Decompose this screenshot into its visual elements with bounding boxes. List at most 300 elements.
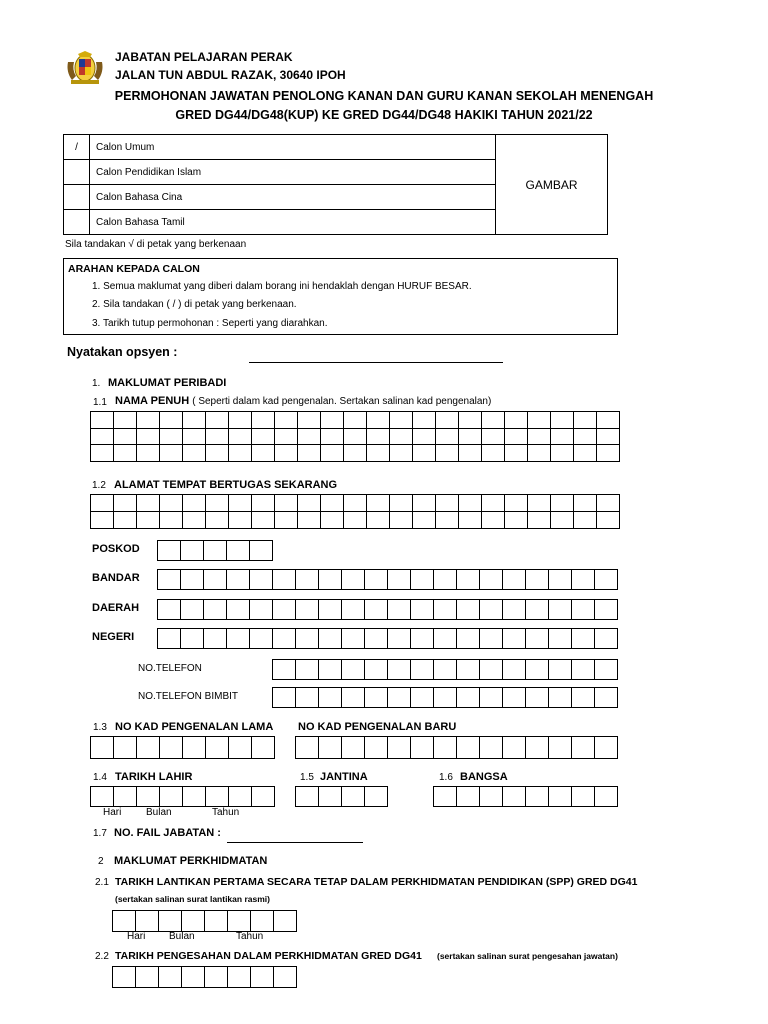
input-cell[interactable] — [228, 967, 251, 988]
input-cell[interactable] — [595, 688, 618, 708]
input-cell[interactable] — [436, 512, 459, 529]
input-cell[interactable] — [503, 688, 526, 708]
input-cell[interactable] — [413, 412, 436, 429]
input-cell[interactable] — [182, 911, 205, 932]
input-cell[interactable] — [91, 787, 114, 807]
input-cell[interactable] — [319, 688, 342, 708]
input-cell[interactable] — [114, 737, 137, 759]
category-checkbox[interactable] — [64, 185, 90, 210]
input-cell[interactable] — [275, 412, 298, 429]
input-cell[interactable] — [436, 429, 459, 446]
input-cell[interactable] — [482, 412, 505, 429]
input-cell[interactable] — [572, 600, 595, 620]
input-cell[interactable] — [160, 445, 183, 462]
input-cell[interactable] — [388, 688, 411, 708]
input-cell[interactable] — [574, 429, 597, 446]
input-cell[interactable] — [113, 911, 136, 932]
input-cell[interactable] — [342, 787, 365, 807]
input-cell[interactable] — [413, 445, 436, 462]
input-cell[interactable] — [227, 541, 250, 561]
input-cell[interactable] — [434, 629, 457, 649]
input-cell[interactable] — [482, 445, 505, 462]
input-cell[interactable] — [229, 787, 252, 807]
input-cell[interactable] — [250, 629, 273, 649]
input-cell[interactable] — [482, 512, 505, 529]
input-cell[interactable] — [229, 495, 252, 512]
input-cell[interactable] — [137, 412, 160, 429]
input-cell[interactable] — [365, 600, 388, 620]
state-grid[interactable] — [157, 628, 618, 649]
district-grid[interactable] — [157, 599, 618, 620]
input-cell[interactable] — [206, 787, 229, 807]
input-cell[interactable] — [551, 445, 574, 462]
input-cell[interactable] — [298, 412, 321, 429]
input-cell[interactable] — [159, 967, 182, 988]
input-cell[interactable] — [411, 600, 434, 620]
input-cell[interactable] — [457, 600, 480, 620]
input-cell[interactable] — [480, 787, 503, 807]
input-cell[interactable] — [595, 787, 618, 807]
input-cell[interactable] — [160, 787, 183, 807]
input-cell[interactable] — [321, 512, 344, 529]
input-cell[interactable] — [296, 787, 319, 807]
input-cell[interactable] — [160, 512, 183, 529]
department-address: JALAN TUN ABDUL RAZAK, 30640 IPOH — [115, 68, 346, 82]
input-cell[interactable] — [227, 600, 250, 620]
category-checkbox[interactable] — [64, 160, 90, 185]
input-cell[interactable] — [321, 429, 344, 446]
input-cell[interactable] — [434, 570, 457, 590]
new-ic-grid[interactable] — [295, 736, 618, 759]
input-cell[interactable] — [413, 495, 436, 512]
input-cell[interactable] — [205, 911, 228, 932]
input-cell[interactable] — [183, 429, 206, 446]
input-cell[interactable] — [137, 445, 160, 462]
input-cell[interactable] — [274, 967, 297, 988]
input-cell[interactable] — [503, 629, 526, 649]
input-cell[interactable] — [595, 600, 618, 620]
input-cell[interactable] — [551, 495, 574, 512]
appointment-date-grid[interactable] — [112, 910, 297, 932]
input-cell[interactable] — [91, 412, 114, 429]
input-cell[interactable] — [388, 570, 411, 590]
input-cell[interactable] — [526, 660, 549, 680]
input-cell[interactable] — [597, 512, 620, 529]
input-cell[interactable] — [434, 660, 457, 680]
city-label: BANDAR — [92, 572, 140, 584]
input-cell[interactable] — [321, 412, 344, 429]
input-cell[interactable] — [528, 495, 551, 512]
input-cell[interactable] — [252, 512, 275, 529]
input-cell[interactable] — [505, 429, 528, 446]
input-cell[interactable] — [365, 629, 388, 649]
address-grid[interactable] — [90, 494, 620, 529]
input-cell[interactable] — [158, 541, 181, 561]
input-cell[interactable] — [434, 688, 457, 708]
input-cell[interactable] — [319, 737, 342, 759]
input-cell[interactable] — [158, 570, 181, 590]
input-cell[interactable] — [367, 495, 390, 512]
input-cell[interactable] — [342, 737, 365, 759]
input-cell[interactable] — [482, 429, 505, 446]
input-cell[interactable] — [549, 660, 572, 680]
input-cell[interactable] — [275, 445, 298, 462]
input-cell[interactable] — [572, 688, 595, 708]
input-cell[interactable] — [229, 445, 252, 462]
input-cell[interactable] — [342, 570, 365, 590]
input-cell[interactable] — [344, 445, 367, 462]
input-cell[interactable] — [505, 512, 528, 529]
input-cell[interactable] — [319, 600, 342, 620]
input-cell[interactable] — [91, 512, 114, 529]
phone-grid[interactable] — [272, 659, 618, 680]
input-cell[interactable] — [136, 911, 159, 932]
input-cell[interactable] — [298, 445, 321, 462]
input-cell[interactable] — [572, 570, 595, 590]
input-cell[interactable] — [275, 429, 298, 446]
input-cell[interactable] — [296, 570, 319, 590]
input-cell[interactable] — [528, 445, 551, 462]
input-cell[interactable] — [137, 495, 160, 512]
input-cell[interactable] — [137, 787, 160, 807]
input-cell[interactable] — [482, 495, 505, 512]
input-cell[interactable] — [251, 967, 274, 988]
input-cell[interactable] — [183, 412, 206, 429]
input-cell[interactable] — [436, 445, 459, 462]
input-cell[interactable] — [526, 570, 549, 590]
input-cell[interactable] — [298, 429, 321, 446]
input-cell[interactable] — [181, 600, 204, 620]
input-cell[interactable] — [574, 512, 597, 529]
input-cell[interactable] — [480, 629, 503, 649]
input-cell[interactable] — [296, 688, 319, 708]
old-ic-grid[interactable] — [90, 736, 275, 759]
input-cell[interactable] — [252, 429, 275, 446]
input-cell[interactable] — [434, 600, 457, 620]
input-cell[interactable] — [321, 495, 344, 512]
category-checkbox[interactable]: / — [64, 135, 90, 160]
input-cell[interactable] — [365, 737, 388, 759]
input-cell[interactable] — [91, 445, 114, 462]
input-cell[interactable] — [549, 629, 572, 649]
input-cell[interactable] — [459, 445, 482, 462]
input-cell[interactable] — [595, 660, 618, 680]
input-cell[interactable] — [457, 787, 480, 807]
input-cell[interactable] — [137, 512, 160, 529]
section-number: 1. — [92, 378, 101, 389]
input-cell[interactable] — [457, 629, 480, 649]
input-cell[interactable] — [411, 737, 434, 759]
input-cell[interactable] — [250, 541, 273, 561]
input-cell[interactable] — [365, 688, 388, 708]
input-cell[interactable] — [181, 629, 204, 649]
input-cell[interactable] — [457, 660, 480, 680]
input-cell[interactable] — [321, 445, 344, 462]
input-cell[interactable] — [572, 737, 595, 759]
input-cell[interactable] — [480, 660, 503, 680]
input-cell[interactable] — [114, 429, 137, 446]
input-cell[interactable] — [388, 660, 411, 680]
input-cell[interactable] — [204, 600, 227, 620]
input-cell[interactable] — [459, 512, 482, 529]
input-cell[interactable] — [365, 570, 388, 590]
input-cell[interactable] — [597, 495, 620, 512]
input-cell[interactable] — [574, 495, 597, 512]
input-cell[interactable] — [526, 600, 549, 620]
candidate-category-table — [63, 134, 608, 235]
input-cell[interactable] — [595, 629, 618, 649]
input-cell[interactable] — [503, 737, 526, 759]
input-cell[interactable] — [251, 911, 274, 932]
input-cell[interactable] — [551, 512, 574, 529]
input-cell[interactable] — [459, 429, 482, 446]
input-cell[interactable] — [505, 495, 528, 512]
input-cell[interactable] — [388, 600, 411, 620]
input-cell[interactable] — [274, 911, 297, 932]
input-cell[interactable] — [204, 570, 227, 590]
input-cell[interactable] — [411, 660, 434, 680]
input-cell[interactable] — [436, 412, 459, 429]
input-cell[interactable] — [181, 570, 204, 590]
input-cell[interactable] — [503, 600, 526, 620]
input-cell[interactable] — [551, 412, 574, 429]
input-cell[interactable] — [183, 495, 206, 512]
input-cell[interactable] — [344, 512, 367, 529]
input-cell[interactable] — [526, 737, 549, 759]
input-cell[interactable] — [342, 629, 365, 649]
input-cell[interactable] — [413, 512, 436, 529]
race-label: BANGSA — [460, 771, 508, 783]
input-cell[interactable] — [319, 660, 342, 680]
input-cell[interactable] — [597, 429, 620, 446]
input-cell[interactable] — [206, 737, 229, 759]
input-cell[interactable] — [182, 967, 205, 988]
postcode-grid[interactable] — [157, 540, 273, 561]
input-cell[interactable] — [390, 445, 413, 462]
input-cell[interactable] — [411, 570, 434, 590]
option-input-line[interactable] — [249, 362, 503, 363]
input-cell[interactable] — [228, 911, 251, 932]
input-cell[interactable] — [388, 629, 411, 649]
input-cell[interactable] — [505, 412, 528, 429]
input-cell[interactable] — [229, 512, 252, 529]
input-cell[interactable] — [273, 660, 296, 680]
input-cell[interactable] — [252, 495, 275, 512]
input-cell[interactable] — [574, 412, 597, 429]
input-cell[interactable] — [114, 495, 137, 512]
input-cell[interactable] — [206, 412, 229, 429]
input-cell[interactable] — [480, 600, 503, 620]
input-cell[interactable] — [595, 737, 618, 759]
input-cell[interactable] — [457, 737, 480, 759]
input-cell[interactable] — [229, 429, 252, 446]
input-cell[interactable] — [227, 629, 250, 649]
input-cell[interactable] — [390, 412, 413, 429]
input-cell[interactable] — [114, 787, 137, 807]
input-cell[interactable] — [252, 412, 275, 429]
input-cell[interactable] — [549, 787, 572, 807]
input-cell[interactable] — [480, 737, 503, 759]
input-cell[interactable] — [528, 512, 551, 529]
input-cell[interactable] — [183, 512, 206, 529]
input-cell[interactable] — [91, 429, 114, 446]
input-cell[interactable] — [342, 600, 365, 620]
birth-date-grid[interactable] — [90, 786, 275, 807]
input-cell[interactable] — [206, 429, 229, 446]
input-cell[interactable] — [390, 429, 413, 446]
input-cell[interactable] — [344, 412, 367, 429]
input-cell[interactable] — [205, 967, 228, 988]
input-cell[interactable] — [365, 787, 388, 807]
input-cell[interactable] — [159, 911, 182, 932]
input-cell[interactable] — [390, 495, 413, 512]
form-title-line1: PERMOHONAN JAWATAN PENOLONG KANAN DAN GURU KANAN SEKOLAH MENENGAH — [114, 89, 654, 103]
input-cell[interactable] — [250, 570, 273, 590]
input-cell[interactable] — [597, 445, 620, 462]
input-cell[interactable] — [296, 600, 319, 620]
input-cell[interactable] — [342, 688, 365, 708]
input-cell[interactable] — [273, 629, 296, 649]
input-cell[interactable] — [549, 570, 572, 590]
input-cell[interactable] — [206, 512, 229, 529]
input-cell[interactable] — [549, 600, 572, 620]
input-cell[interactable] — [574, 445, 597, 462]
input-cell[interactable] — [388, 737, 411, 759]
input-cell[interactable] — [275, 512, 298, 529]
input-cell[interactable] — [434, 737, 457, 759]
input-cell[interactable] — [390, 512, 413, 529]
input-cell[interactable] — [91, 737, 114, 759]
input-cell[interactable] — [252, 737, 275, 759]
input-cell[interactable] — [344, 495, 367, 512]
input-cell[interactable] — [459, 412, 482, 429]
input-cell[interactable] — [252, 787, 275, 807]
input-cell[interactable] — [434, 787, 457, 807]
race-grid[interactable] — [433, 786, 618, 807]
input-cell[interactable] — [160, 495, 183, 512]
category-checkbox[interactable] — [64, 210, 90, 235]
input-cell[interactable] — [296, 660, 319, 680]
confirmation-date-grid[interactable] — [112, 966, 297, 988]
input-cell[interactable] — [367, 512, 390, 529]
input-cell[interactable] — [183, 787, 206, 807]
input-cell[interactable] — [526, 688, 549, 708]
input-cell[interactable] — [319, 787, 342, 807]
input-cell[interactable] — [204, 629, 227, 649]
file-number-input-line[interactable] — [227, 842, 363, 843]
mobile-phone-grid[interactable] — [272, 687, 618, 708]
input-cell[interactable] — [572, 629, 595, 649]
input-cell[interactable] — [206, 445, 229, 462]
input-cell[interactable] — [275, 495, 298, 512]
input-cell[interactable] — [597, 412, 620, 429]
input-cell[interactable] — [528, 412, 551, 429]
input-cell[interactable] — [298, 495, 321, 512]
input-cell[interactable] — [503, 570, 526, 590]
input-cell[interactable] — [183, 445, 206, 462]
input-cell[interactable] — [526, 629, 549, 649]
input-cell[interactable] — [273, 600, 296, 620]
input-cell[interactable] — [411, 688, 434, 708]
name-note: ( Seperti dalam kad pengenalan. Sertakan salinan kad pengenalan) — [192, 396, 492, 407]
input-cell[interactable] — [436, 495, 459, 512]
input-cell[interactable] — [365, 660, 388, 680]
input-cell[interactable] — [457, 688, 480, 708]
input-cell[interactable] — [229, 737, 252, 759]
category-label: Calon Bahasa Tamil — [90, 210, 496, 235]
input-cell[interactable] — [551, 429, 574, 446]
input-cell[interactable] — [572, 660, 595, 680]
input-cell[interactable] — [505, 445, 528, 462]
input-cell[interactable] — [367, 412, 390, 429]
input-cell[interactable] — [480, 570, 503, 590]
input-cell[interactable] — [91, 495, 114, 512]
input-cell[interactable] — [503, 787, 526, 807]
city-grid[interactable] — [157, 569, 618, 590]
input-cell[interactable] — [344, 429, 367, 446]
input-cell[interactable] — [183, 737, 206, 759]
input-cell[interactable] — [227, 570, 250, 590]
input-cell[interactable] — [158, 629, 181, 649]
input-cell[interactable] — [367, 445, 390, 462]
input-cell[interactable] — [342, 660, 365, 680]
input-cell[interactable] — [204, 541, 227, 561]
input-cell[interactable] — [298, 512, 321, 529]
input-cell[interactable] — [229, 412, 252, 429]
input-cell[interactable] — [459, 495, 482, 512]
gender-grid[interactable] — [295, 786, 388, 807]
input-cell[interactable] — [549, 737, 572, 759]
input-cell[interactable] — [160, 737, 183, 759]
input-cell[interactable] — [528, 429, 551, 446]
input-cell[interactable] — [319, 629, 342, 649]
input-cell[interactable] — [526, 787, 549, 807]
input-cell[interactable] — [136, 967, 159, 988]
input-cell[interactable] — [367, 429, 390, 446]
full-name-grid[interactable] — [90, 411, 620, 462]
input-cell[interactable] — [413, 429, 436, 446]
input-cell[interactable] — [273, 570, 296, 590]
input-cell[interactable] — [252, 445, 275, 462]
input-cell[interactable] — [457, 570, 480, 590]
month-label: Bulan — [169, 931, 195, 942]
input-cell[interactable] — [595, 570, 618, 590]
input-cell[interactable] — [158, 600, 181, 620]
input-cell[interactable] — [503, 660, 526, 680]
input-cell[interactable] — [411, 629, 434, 649]
input-cell[interactable] — [113, 967, 136, 988]
input-cell[interactable] — [137, 429, 160, 446]
input-cell[interactable] — [181, 541, 204, 561]
input-cell[interactable] — [160, 429, 183, 446]
section-title: MAKLUMAT PERIBADI — [108, 377, 227, 389]
input-cell[interactable] — [549, 688, 572, 708]
input-cell[interactable] — [160, 412, 183, 429]
input-cell[interactable] — [250, 600, 273, 620]
input-cell[interactable] — [296, 629, 319, 649]
input-cell[interactable] — [206, 495, 229, 512]
input-cell[interactable] — [480, 688, 503, 708]
input-cell[interactable] — [296, 737, 319, 759]
old-ic-label: NO KAD PENGENALAN LAMA — [115, 721, 274, 733]
input-cell[interactable] — [114, 445, 137, 462]
input-cell[interactable] — [114, 412, 137, 429]
input-cell[interactable] — [114, 512, 137, 529]
input-cell[interactable] — [137, 737, 160, 759]
input-cell[interactable] — [273, 688, 296, 708]
input-cell[interactable] — [319, 570, 342, 590]
input-cell[interactable] — [572, 787, 595, 807]
